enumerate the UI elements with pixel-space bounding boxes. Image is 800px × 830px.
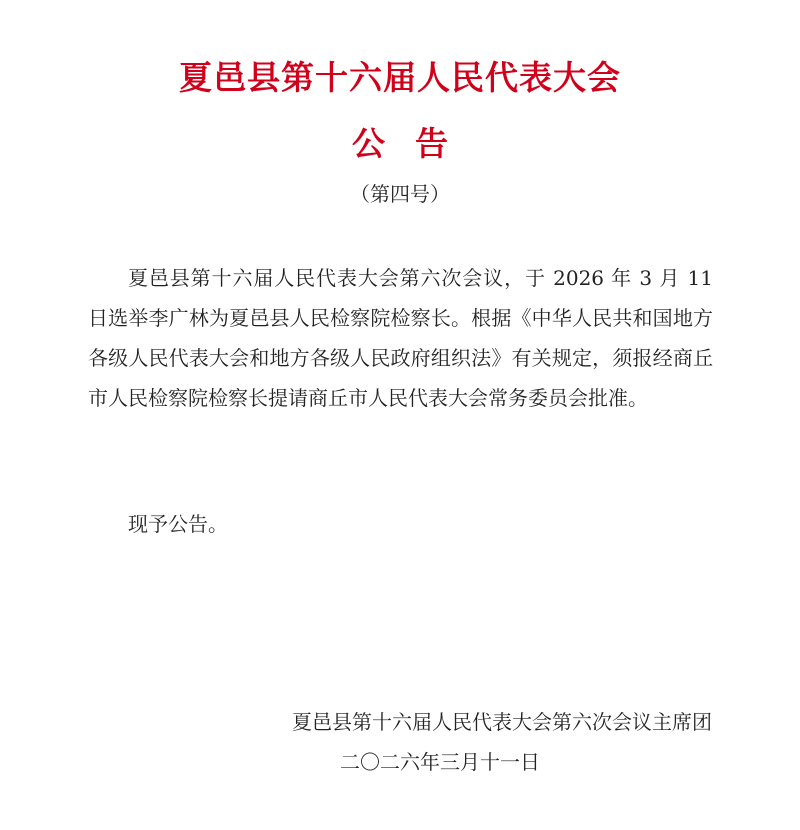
- document-subtitle: 公告: [352, 124, 478, 163]
- announcement-body: 夏邑县第十六届人民代表大会第六次会议，于 2026 年 3 月 11 日选举李广林为夏邑县人民检察院检察长。根据《中华人民共和国地方各级人民代表大会和地方各级人民政府组织法》有关规定，须报经商丘市人民检察院检察长提请商丘市人民代表大会常务委员会批准。: [88, 266, 713, 410]
- issuer-signature: 夏邑县第十六届人民代表大会第六次会议主席团: [292, 710, 712, 734]
- document-title: 夏邑县第十六届人民代表大会: [179, 58, 621, 97]
- issue-date: 二〇二六年三月十一日: [340, 750, 540, 774]
- announcement-number: （第四号）: [350, 182, 450, 206]
- announcement-closing: 现予公告。: [128, 512, 228, 536]
